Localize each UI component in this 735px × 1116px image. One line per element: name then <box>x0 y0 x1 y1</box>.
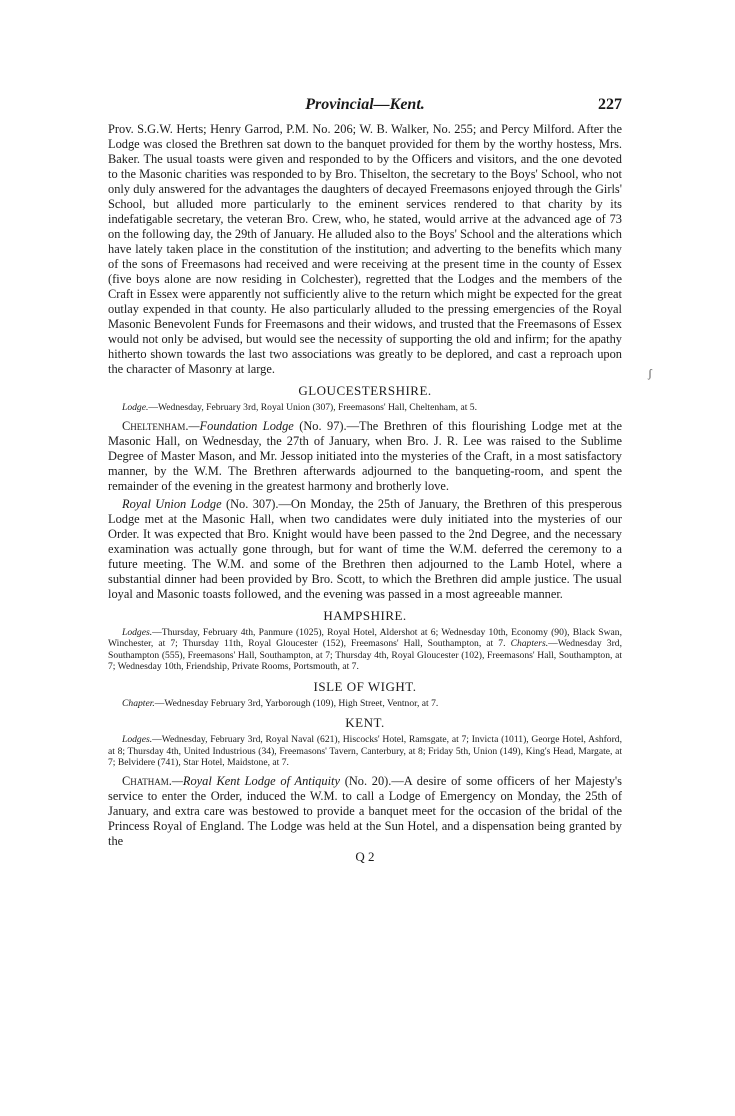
note-label: Lodge. <box>122 402 149 413</box>
isle-of-wight-meeting-note <box>108 698 622 710</box>
heading-hampshire: HAMPSHIRE. <box>323 607 407 623</box>
paragraph-text: (No. 97).—The Brethren of this flourishing Lodge met at the Masonic Hall, on Wednesday, the 27th of January, when Bro. J. R. Lee was raised to the Sublime Degree of Master Mason, and Mr. Jessop initiated into the mysteries of the Craft, in a most satisfactory manner, by the W.M. The Brethren afterwards adjourned to the banqueting-room, and spent the remainder of the evening in the greatest harmony and brotherly love. <box>108 418 622 493</box>
heading-isle-of-wight: ISLE OF WIGHT. <box>313 678 417 694</box>
note-label-chapters: Chapters. <box>510 638 549 649</box>
signature-mark: Q 2 <box>355 848 375 864</box>
royal-union-paragraph <box>108 497 622 602</box>
page-number: 227 <box>598 96 622 113</box>
note-text: —Wednesday, February 3rd, Royal Union (307), Freemasons' Hall, Cheltenham, at 5. <box>148 402 477 413</box>
paragraph-text: (No. 307).—On Monday, the 25th of January, the Brethren of this presperous Lodge met at the Masonic Hall, when two candidates were duly initiated into the mysteries of our Order. It was expected that Bro. Knight would have been passed to the 2nd Degree, and the necessary examination was actually gone through, but for want of time the W.M. deferred the ceremony to a future meeting. The W.M. and some of the Brethren then adjourned to the Lamb Hotel, where a substantial dinner had been provided by Bro. Scott, to which the Brethren did ample justice. The usual loyal and Masonic toasts followed, and the evening was passed in a most agreeable manner. <box>108 496 622 601</box>
gloucestershire-meeting-note <box>108 402 622 414</box>
note-label: Lodges. <box>122 734 153 745</box>
note-text: —Wednesday February 3rd, Yarborough (109), High Street, Ventnor, at 7. <box>154 697 439 709</box>
lodge-name: Royal Union Lodge <box>122 496 222 511</box>
note-text: —Wednesday, February 3rd, Royal Naval (621), Hiscocks' Hotel, Ramsgate, at 7; Invicta (1011), George Hotel, Ashford, at 8; Thursday 4th, United Industrious (34), Freemasons' Tavern, Canterbury, at 8; Friday 5th, Union (149), King's Head, Margate, at 7; Belvidere (741), Star Hotel, Maidstone, at 7. <box>108 734 622 768</box>
heading-gloucestershire: GLOUCESTERSHIRE. <box>298 383 432 398</box>
cheltenham-paragraph <box>108 419 622 494</box>
place-name: Cheltenham. <box>122 418 189 433</box>
chatham-paragraph <box>108 774 622 849</box>
note-text-chapters: —Wednesday 3rd, Southampton (555), Freemasons' Hall, Southampton, at 7; Thursday 4th, Royal Gloucester (102), Freemasons' Hall, Southampton, at 7; Wednesday 10th, Friendship, Private Rooms, Portsmouth, at 7. <box>108 638 622 672</box>
lodge-name: —Foundation Lodge <box>188 418 294 433</box>
note-text: —Thursday, February 4th, Panmure (1025), Royal Hotel, Aldershot at 6; Wednesday 10th, Economy (90), Black Swan, Winchester, at 7; Thursday 11th, Royal Gloucester (152), Freemasons' Hall, Southampton, at 7. <box>108 626 622 649</box>
place-name: Chatham. <box>122 773 172 788</box>
note-label: Lodges. <box>122 626 153 638</box>
page <box>108 94 622 864</box>
running-title: Provincial—Kent. <box>305 96 425 113</box>
page-header <box>108 94 622 122</box>
paragraph-text: (No. 20).—A desire of some officers of her Majesty's service to enter the Order, induced the W.M. to call a Lodge of Emergency on Monday, the 25th of January, and extra care was bestowed to provide a banquet meet for the occasion of the bridal of the Princess Royal of England. The Lodge was held at the Sun Hotel, and a dispensation being granted by the <box>108 773 622 848</box>
note-label: Chapter. <box>122 697 155 709</box>
kent-meeting-note <box>108 734 622 769</box>
hampshire-meeting-note <box>108 627 622 673</box>
lodge-name: —Royal Kent Lodge of Antiquity <box>171 773 340 788</box>
margin-mark: ʃ <box>648 366 652 380</box>
heading-kent: KENT. <box>345 715 385 730</box>
intro-paragraph: Prov. S.G.W. Herts; Henry Garrod, P.M. No. 206; W. B. Walker, No. 255; and Percy Milford. After the Lodge was closed the Brethren sat down to the banquet provided for them by the worthy hostess, Mrs. Baker. The usual toasts were given and responded to by the Officers and visitors, and the one devoted to the Masonic charities was responded to by Bro. Thiselton, the secretary to the Boys' School, who not only duly answered for the advantages the daughters of decayed Freemasons enjoyed through the Girls' School, but alluded more particularly to the eminent services rendered to that charity by its indefatigable secretary, the veteran Bro. Crew, who, he stated, would arrive at the advanced age of 73 on the following day, the 29th of January. He alluded also to the Boys' School and the alterations which have lately taken place in the constitution of the institution; and adverting to the benefits which many of the sons of Freemasons had received and were receiving at the present time in the county of Essex (five boys alone are now residing in Colchester), regretted that the Lodges and the members of the Craft in Essex were apparently not sufficiently alive to the return which might be expected for the great outlay expended in that county. He also particularly alluded to the pressing emergencies of the Royal Masonic Benevolent Funds for Freemasons and their widows, and trusted that the Freemasons of Essex would not only be advised, but would see the necessity of supporting the old and infirm; for the apathy hitherto shown towards the last two associations was greatly to be deplored, and cast a reproach upon the character of Masonry at large. <box>108 122 622 376</box>
